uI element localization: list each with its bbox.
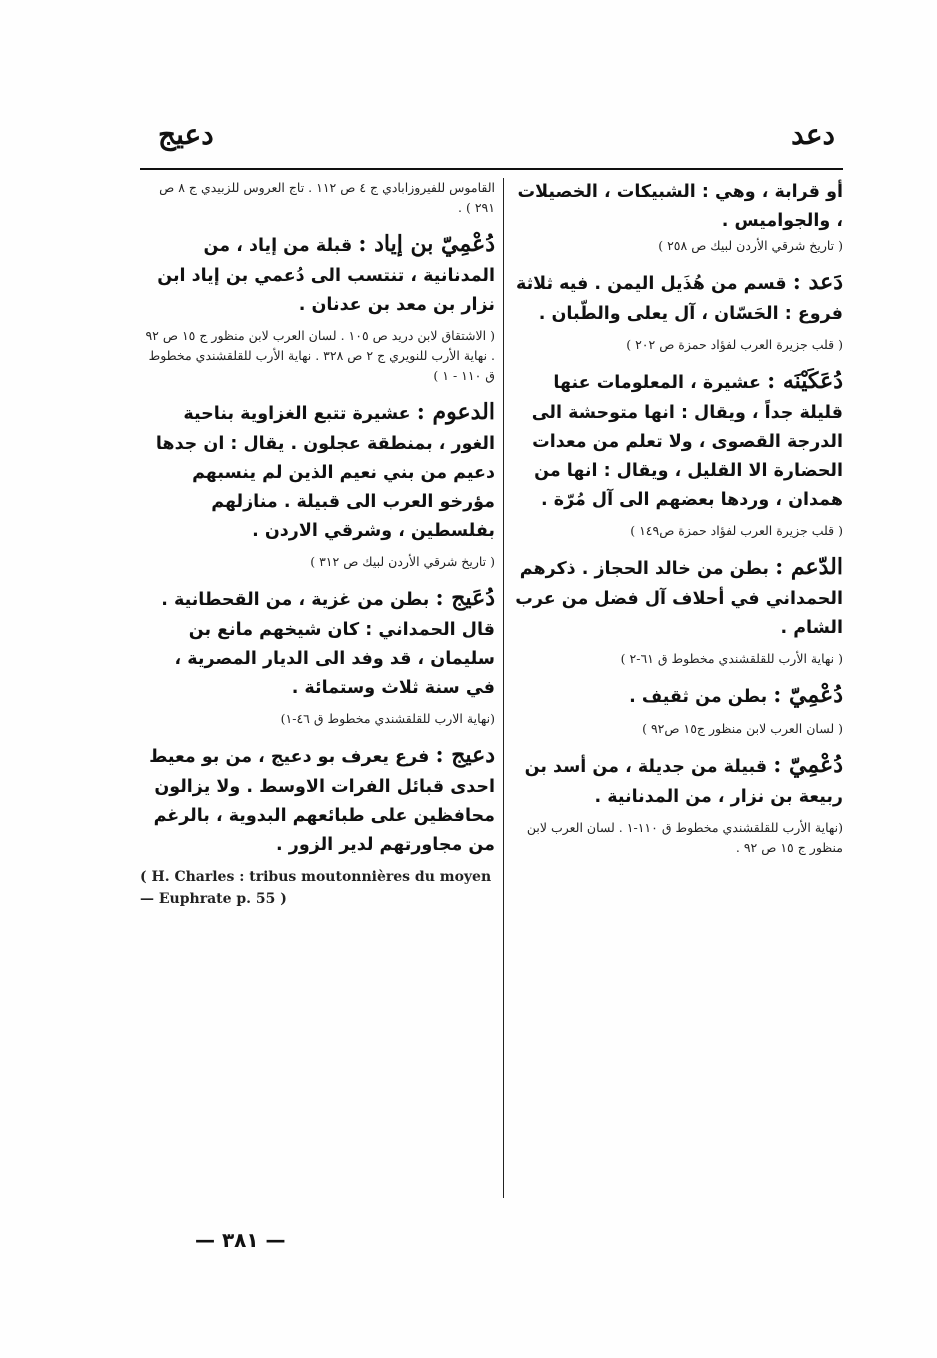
source-citation: ( نهاية الأرب للقلقشندي مخطوط ق ٦١-٢ ): [620, 650, 843, 666]
dictionary-entry: [510, 747, 843, 812]
entry-text: قسم من هُذَيل اليمن . فيه ثلاثة فروع : الحَسّان ، آل يعلى والطّبان .: [515, 273, 843, 325]
running-head-left: دعيج: [158, 118, 214, 151]
entry-headword: دعيج :: [435, 741, 495, 768]
entry-text: قبلة من إياد ، من المدنانية ، تنتسب الى دُعمي بن إياد ابن نزار بن معد بن عدنان .: [157, 236, 495, 316]
entry-headword: دَعد :: [792, 268, 843, 295]
source-citation: ( H. Charles : tribus moutonnières du moyen — Euphrate p. 55 ): [140, 868, 492, 908]
source-citation: ( لسان العرب لابن منظور ج١٥ ص٩٢ ): [642, 721, 843, 737]
body-text: أو قرابة ، وهي : الشبيكات ، الخصيلات ، والجواميس .: [517, 182, 843, 231]
source-citation: ( قلب جزيرة العرب لفؤاد حمزة ص١٤٩ ): [630, 522, 843, 538]
page-number: — ٣٨١ —: [195, 1228, 286, 1252]
right-column: [510, 178, 843, 866]
entry-headword: دُعْمِيّ :: [773, 752, 843, 779]
running-head-right: دعد: [791, 118, 835, 151]
entry-text: بطن من غزية ، من القحطانية . قال الحمداني : كان شيخهم مانع بن سليمان ، قد وفد الى الديار المصرية ، في سنة ثلاث وستمائة .: [161, 589, 495, 698]
dictionary-entry: [140, 394, 495, 546]
dictionary-entry: [510, 677, 843, 713]
dictionary-entry: [140, 226, 495, 320]
entry-text: بطن من ثقيف .: [629, 686, 774, 707]
entry-headword: دُعْمِيّ بن إياد :: [358, 231, 495, 257]
source-citation: ( قلب جزيرة العرب لفؤاد حمزة ص ٢٠٢ ): [626, 336, 843, 352]
dictionary-entry: [510, 363, 843, 515]
source-citation: ( تاريخ شرقي الأردن لبيك ص ٣١٢ ): [310, 553, 495, 569]
entry-text: قبيلة من جديلة ، من أسد بن ربيعة بن نزار ، من المدنانية .: [524, 757, 843, 808]
column-divider: [503, 178, 504, 1198]
entry-text: عشيرة تتبع الغزاوية بناحية الغور ، بمنطقة عجلون . يقال : ان جدها دعيم من بني نعيم الذين لم ينسبهم مؤرخو العرب الى قبيلة . منازلهم بفلسطين ، وشرقي الاردن .: [155, 404, 495, 541]
source-citation: (نهاية الارب للقلقشندي مخطوط ق ٤٦-١): [280, 710, 495, 726]
dictionary-entry: [510, 264, 843, 329]
dictionary-entry: [510, 549, 843, 643]
entry-headword: دُعَيج :: [435, 584, 495, 611]
source-citation: (نهاية الأرب للقلقشندي مخطوط ق ١١٠-١ . لسان العرب لابن منظور ج ١٥ ص ٩٢ .: [526, 820, 843, 856]
source-citation: ( تاريخ شرقي الأردن لبيك ص ٢٥٨ ): [658, 237, 843, 253]
entry-text: بطن من خالد الحجاز . ذكرهم الحمداني في أحلاف آل فضل من عرب الشام .: [515, 558, 843, 638]
dictionary-entry: [140, 737, 495, 860]
entry-headword: الدعوم :: [416, 399, 495, 426]
source-citation: ( الاشتقاق لابن دريد ص ١٠٥ . لسان العرب لابن منظور ج ١٥ ص ٩٢ . نهاية الأرب للنويري ج ٢ ص ٣٢٨ . نهاية الأرب للقلقشندي مخطوط ق ١١٠ - ١ ): [145, 328, 495, 384]
dictionary-entry: [140, 580, 495, 703]
entry-headword: دُعْمِيّ :: [773, 681, 843, 708]
entry-headword: دُعَكَيْنَه :: [767, 367, 843, 394]
source-citation: القاموس للفيروزابادي ج ٤ ص ١١٢ . تاج العروس للزبيدي ج ٨ ص ٢٩١ ) .: [159, 180, 495, 215]
entry-text: فرع يعرف بو دعيج ، من بو معيط احدى قبائل الفرات الاوسط . ولا يزالون محافظين على طبائعهم البدوية ، بالرغم من مجاورتهم لدير الزور .: [149, 746, 495, 855]
left-column: [140, 178, 495, 918]
header-rule: [140, 168, 843, 170]
entry-text: عشيرة ، المعلومات عنها قليلة جداً ، ويقال : انها متوحشة الى الدرجة القصوى ، ولا تعلم من معدات الحضارة الا القليل ، ويقال : انها من همدان ، وردها بعضهم الى آل مُرّة .: [531, 372, 843, 510]
entry-headword: الدّعم :: [775, 553, 843, 580]
